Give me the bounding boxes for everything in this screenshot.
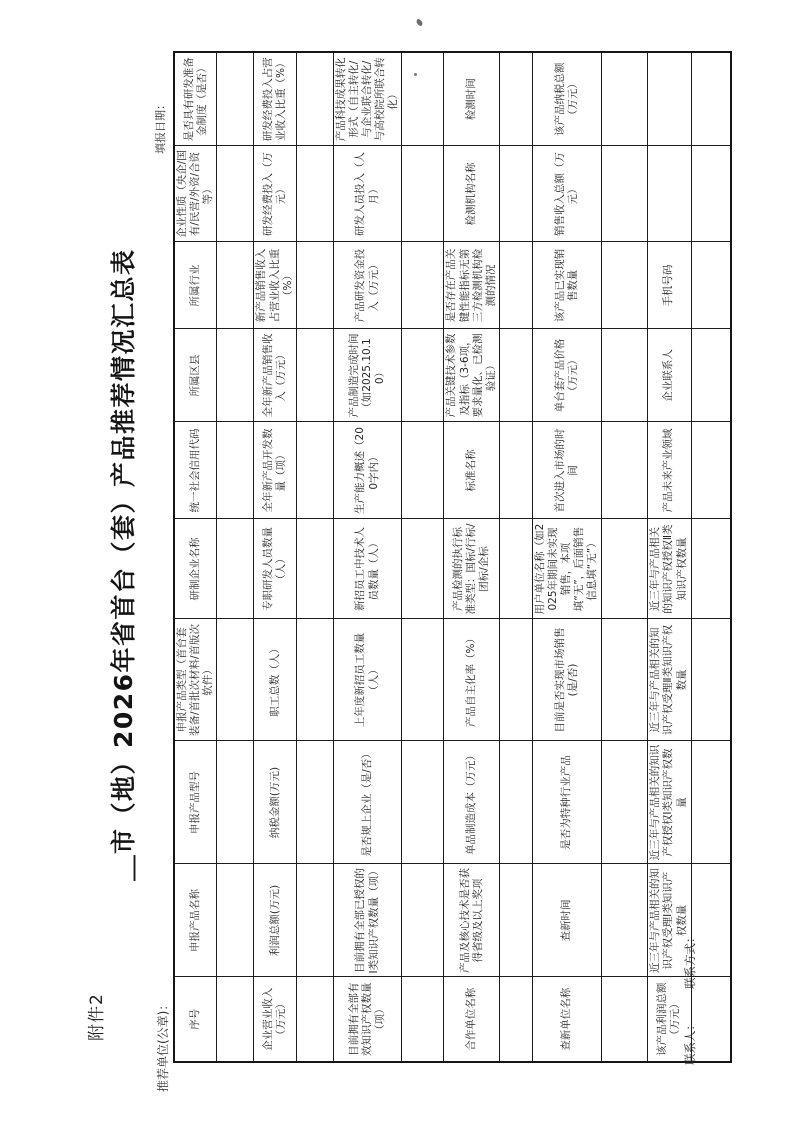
table-blank-cell [499, 422, 532, 519]
table-label-cell: 利润总额(万元) [254, 864, 296, 977]
table-label-cell: 研发经费投入占营业收入比重（%） [254, 52, 296, 146]
table-label-cell: 职工总数（人） [254, 619, 296, 741]
table-blank-cell [217, 422, 254, 519]
table-row [444, 52, 500, 1062]
table-blank-cell [217, 519, 254, 619]
table-blank-cell [499, 329, 532, 422]
table-label-cell: 是否存在产品关键性能指标无第三方检测机构检测的情况 [444, 242, 500, 329]
table-label-cell: 产品研发资金投入（万元） [333, 242, 402, 329]
table-label-cell: 产品检测的执行标准类型：国标/行标/团标/企标 [444, 519, 500, 619]
table-label-cell: 单台套产品价格（万元） [532, 329, 601, 422]
table-blank-cell [691, 422, 731, 519]
table-label-cell: 全年新产品销售收入（万元） [254, 329, 296, 422]
table-label-cell: 研发经费投入（万元） [254, 146, 296, 242]
table-blank-cell [601, 519, 647, 619]
table-label-cell: 产品及核心技术是否获得省级及以上奖项 [444, 864, 500, 977]
contact-method-label: 联系方式： [683, 931, 697, 989]
table-label-cell: 新招员工中技术人员数量（人） [333, 519, 402, 619]
table-label-cell: 是否为特种行业产品 [532, 741, 601, 864]
recommending-unit-seal-label: 推荐单位(公章)： [156, 998, 170, 1092]
table-blank-cell [601, 741, 647, 864]
table-blank-cell [647, 52, 691, 146]
table-label-cell: 企业联系人 [647, 329, 691, 422]
table-label-cell: 企业营业收入（万元） [254, 977, 296, 1062]
table-blank-cell [499, 864, 532, 977]
table-blank-cell [601, 864, 647, 977]
attachment-label: 附件2 [87, 993, 107, 1041]
table-blank-cell [601, 977, 647, 1062]
table-blank-cell [402, 864, 444, 977]
table-label-cell: 检测时间 [444, 52, 500, 146]
contact-person-label: 联系人： [683, 1019, 697, 1065]
table-row [402, 52, 444, 1062]
table-blank-cell [499, 977, 532, 1062]
table-blank-cell [217, 864, 254, 977]
table-blank-cell [217, 329, 254, 422]
table-label-cell: 生产能力概述（200字内） [333, 422, 402, 519]
table-label-cell: 近三年与产品相关的知识产权受理Ⅱ类知识产权数量 [647, 619, 691, 741]
table-label-cell: 产品科技成果转化形式（自主转化/与企业联合转化/与高校院所联合转化） [333, 52, 402, 146]
table-blank-cell [217, 619, 254, 741]
table-blank-cell [601, 242, 647, 329]
table-label-cell: 纳税金额(万元) [254, 741, 296, 864]
table-row [691, 52, 731, 1062]
table-blank-cell [296, 146, 333, 242]
table-blank-cell [691, 619, 731, 741]
table-label-cell: 全年新产品开发数量（项） [254, 422, 296, 519]
table-label-cell: 申报产品类型（首台套装备/首批次材料/首版次软件） [174, 619, 217, 741]
table-blank-cell [296, 977, 333, 1062]
table-footer [682, 932, 698, 1066]
fill-date-label: 填报日期： [154, 99, 167, 154]
table-blank-cell [296, 741, 333, 864]
table-blank-cell [296, 52, 333, 146]
table-label-cell: 查新单位名称 [532, 977, 601, 1062]
table-label-cell: 是否规上企业（是/否） [333, 741, 402, 864]
table-blank-cell [402, 422, 444, 519]
table-blank-cell [691, 52, 731, 146]
table-label-cell: 所属行业 [174, 242, 217, 329]
table-label-cell: 近三年与产品相关的知识产权授权Ⅱ类知识产权数量 [647, 519, 691, 619]
table-blank-cell [402, 741, 444, 864]
table-blank-cell [402, 146, 444, 242]
table-label-cell: 目前拥有全部有效知识产权数量（项） [333, 977, 402, 1062]
table-blank-cell [647, 146, 691, 242]
table-blank-cell [217, 977, 254, 1062]
table-blank-cell [296, 329, 333, 422]
table-label-cell: 研制企业名称 [174, 519, 217, 619]
table-blank-cell [499, 242, 532, 329]
table-label-cell: 该产品利润总额（万元） [647, 977, 691, 1062]
table-blank-cell [402, 329, 444, 422]
table-blank-cell [402, 977, 444, 1062]
table-row [647, 52, 691, 1062]
table-label-cell: 研发人员投入（人月） [333, 146, 402, 242]
table-row [532, 52, 601, 1062]
table-label-cell: 产品关键技术参数及指标（3-6项，要求量化、已检测验证） [444, 329, 500, 422]
table-label-cell: 企业性质（央企/国有/民营/外资/合资等） [174, 146, 217, 242]
table-blank-cell [601, 329, 647, 422]
table-blank-cell [499, 146, 532, 242]
table-blank-cell [296, 519, 333, 619]
table-blank-cell [691, 741, 731, 864]
table-label-cell: 产品自主化率（%） [444, 619, 500, 741]
table-blank-cell [296, 864, 333, 977]
table-label-cell: 该产品已实现销售数量 [532, 242, 601, 329]
table-label-cell: 是否具有研发准备金制度（是否） [174, 52, 217, 146]
summary-table [173, 51, 732, 1063]
table-label-cell: 统一社会信用代码 [174, 422, 217, 519]
table-row [333, 52, 402, 1062]
table-label-cell: 合作单位名称 [444, 977, 500, 1062]
table-row [254, 52, 296, 1062]
table-blank-cell [601, 422, 647, 519]
table-label-cell: 查新时间 [532, 864, 601, 977]
table-label-cell: 该产品纳税总额（万元） [532, 52, 601, 146]
table-row [499, 52, 532, 1062]
table-label-cell: 近三年与产品相关的知识产权授权Ⅰ类知识产权数量 [647, 741, 691, 864]
table-label-cell: 检测机构名称 [444, 146, 500, 242]
table-label-cell: 序号 [174, 977, 217, 1062]
table-row [174, 52, 217, 1062]
table-blank-cell [601, 619, 647, 741]
table-blank-cell [691, 242, 731, 329]
table-blank-cell [217, 741, 254, 864]
table-label-cell: 近三年与产品相关的知识产权受理Ⅰ类知识产权数量 [647, 864, 691, 977]
table-label-cell: 首次进入市场的时间 [532, 422, 601, 519]
table-blank-cell [691, 146, 731, 242]
table-label-cell: 标准名称 [444, 422, 500, 519]
table-label-cell: 专职研发人员数量（人） [254, 519, 296, 619]
table-row [601, 52, 647, 1062]
table-label-cell: 申报产品名称 [174, 864, 217, 977]
table-blank-cell [499, 519, 532, 619]
table-blank-cell [691, 519, 731, 619]
table-blank-cell [217, 146, 254, 242]
table-blank-cell [601, 52, 647, 146]
table-label-cell: 用户单位名称（如2025年期间未实现销售，本项填“无”，后面销售信息填“无”） [532, 519, 601, 619]
table-label-cell: 单品制造成本（万元） [444, 741, 500, 864]
scan-ink-speck [415, 18, 424, 26]
table-blank-cell [499, 619, 532, 741]
table-blank-cell [691, 329, 731, 422]
table-blank-cell [296, 422, 333, 519]
table-blank-cell [217, 52, 254, 146]
table-blank-cell [402, 519, 444, 619]
table-label-cell: 产品未来产业领域 [647, 422, 691, 519]
table-blank-cell [296, 242, 333, 329]
table-label-cell: 手机号码 [647, 242, 691, 329]
table-blank-cell [217, 242, 254, 329]
table-blank-cell [499, 741, 532, 864]
table-blank-cell [402, 242, 444, 329]
table-blank-cell [601, 146, 647, 242]
table-blank-cell [402, 52, 444, 146]
table-label-cell: 目前是否实现市场销售(是/否) [532, 619, 601, 741]
table-row [217, 52, 254, 1062]
table-label-cell: 目前拥有全部已授权的Ⅰ类知识产权数量（项） [333, 864, 402, 977]
table-body [174, 52, 731, 1062]
table-label-cell: 所属区县 [174, 329, 217, 422]
table-blank-cell [499, 52, 532, 146]
table-row [296, 52, 333, 1062]
table-label-cell: 新产品销售收入占营业收入比重（%） [254, 242, 296, 329]
scan-ink-speck [414, 73, 417, 76]
table-label-cell: 申报产品型号 [174, 741, 217, 864]
table-label-cell: 销售收入总额（万元） [532, 146, 601, 242]
table-label-cell: 产品制造完成时间（如2025.10.10） [333, 329, 402, 422]
table-blank-cell [296, 619, 333, 741]
table-blank-cell [402, 619, 444, 741]
page-title: ＿市（地）2026年省首台（套）产品推荐情况汇总表 [109, 248, 138, 881]
table-label-cell: 上年度新招员工数量（人） [333, 619, 402, 741]
